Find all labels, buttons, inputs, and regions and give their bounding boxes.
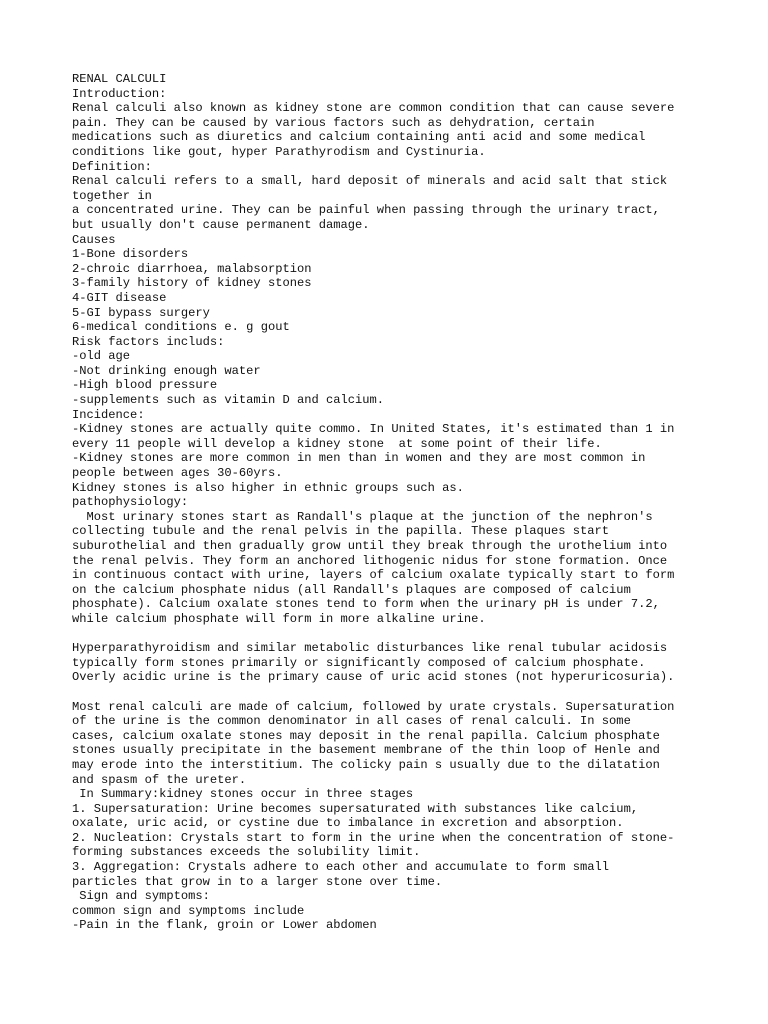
text-line: -High blood pressure — [72, 378, 218, 393]
text-line: typically form stones primarily or significantly composed of calcium phosphate. — [72, 655, 646, 670]
text-line: and spasm of the ureter. — [72, 772, 247, 787]
text-line: 1. Supersaturation: Urine becomes supersaturated with substances like calcium, — [72, 801, 639, 816]
text-line: 2. Nucleation: Crystals start to form in the urine when the concentration of stone- — [72, 830, 675, 845]
text-line: cases, calcium oxalate stones may deposit in the renal papilla. Calcium phosphate — [72, 728, 660, 743]
text-line: 5-GI bypass surgery — [72, 305, 210, 320]
text-line: of the urine is the common denominator in all cases of renal calculi. In some — [72, 714, 631, 729]
text-line: 6-medical conditions e. g gout — [72, 320, 290, 335]
text-line: stones usually precipitate in the basement membrane of the thin loop of Henle and — [72, 743, 660, 758]
text-line: Most renal calculi are made of calcium, followed by urate crystals. Supersaturation — [72, 699, 675, 714]
text-line: In Summary:kidney stones occur in three stages — [72, 787, 414, 802]
text-line: -Kidney stones are more common in men than in women and they are most common in — [72, 451, 646, 466]
text-line: Hyperparathyroidism and similar metabolic disturbances like renal tubular acidosis — [72, 641, 668, 656]
text-line: people between ages 30-60yrs. — [72, 466, 283, 481]
text-line: -supplements such as vitamin D and calcium. — [72, 393, 385, 408]
text-line: on the calcium phosphate nidus (all Randall's plaques are composed of calcium — [72, 582, 631, 597]
text-line: collecting tubule and the renal pelvis in the papilla. These plaques start — [72, 524, 610, 539]
text-line: common sign and symptoms include — [72, 903, 305, 918]
text-line: particles that grow in to a larger stone over time. — [72, 874, 443, 889]
text-line: -old age — [72, 349, 131, 364]
text-line: conditions like gout, hyper Parathyrodism and Cystinuria. — [72, 144, 486, 159]
text-line: 2-chroic diarrhoea, malabsorption — [72, 261, 312, 276]
text-line: 3-family history of kidney stones — [72, 276, 312, 291]
document-page — [72, 72, 712, 933]
text-line: -Not drinking enough water — [72, 363, 261, 378]
text-line: may erode into the interstitium. The colicky pain s usually due to the dilatation — [72, 757, 660, 772]
text-line: Risk factors includs: — [72, 334, 225, 349]
text-line: Renal calculi also known as kidney stone are common condition that can cause severe — [72, 101, 675, 116]
text-line: in continuous contact with urine, layers of calcium oxalate typically start to form — [72, 568, 675, 583]
text-line: every 11 people will develop a kidney stone at some point of their life. — [72, 436, 602, 451]
text-line: Sign and symptoms: — [72, 889, 210, 904]
text-line: RENAL CALCULI — [72, 72, 167, 86]
text-line: together in — [72, 188, 152, 203]
text-line: phosphate). Calcium oxalate stones tend to form when the urinary pH is under 7.2, — [72, 597, 660, 612]
text-line: medications such as diuretics and calcium containing anti acid and some medical — [72, 130, 646, 145]
text-line: Definition: — [72, 159, 152, 174]
text-line: Causes — [72, 232, 116, 247]
text-line: -Pain in the flank, groin or Lower abdomen — [72, 918, 377, 933]
blank-line — [72, 685, 712, 700]
text-line: oxalate, uric acid, or cystine due to imbalance in excretion and absorption. — [72, 816, 624, 831]
text-line: the renal pelvis. They form an anchored lithogenic nidus for stone formation. Once — [72, 553, 668, 568]
text-line: 1-Bone disorders — [72, 247, 189, 262]
text-line: pathophysiology: — [72, 495, 189, 510]
text-line: Overly acidic urine is the primary cause of uric acid stones (not hyperuricosuria). — [72, 670, 675, 685]
text-line: Incidence: — [72, 407, 145, 422]
text-line: -Kidney stones are actually quite commo. In United States, it's estimated than 1 in — [72, 422, 675, 437]
text-line: pain. They can be caused by various factors such as dehydration, certain — [72, 115, 595, 130]
text-line: Renal calculi refers to a small, hard deposit of minerals and acid salt that stick — [72, 174, 668, 189]
blank-line — [72, 627, 712, 642]
text-line: forming substances exceeds the solubility limit. — [72, 845, 421, 860]
text-line: 4-GIT disease — [72, 290, 167, 305]
text-line: but usually don't cause permanent damage. — [72, 217, 370, 232]
text-line: a concentrated urine. They can be painful when passing through the urinary tract, — [72, 203, 660, 218]
text-line: while calcium phosphate will form in more alkaline urine. — [72, 611, 486, 626]
text-line: suburothelial and then gradually grow until they break through the urothelium into — [72, 539, 668, 553]
text-line: Introduction: — [72, 86, 167, 101]
text-line: Most urinary stones start as Randall's plaque at the junction of the nephron's — [72, 509, 653, 524]
text-line: Kidney stones is also higher in ethnic groups such as. — [72, 480, 464, 495]
text-line: 3. Aggregation: Crystals adhere to each other and accumulate to form small — [72, 860, 610, 875]
